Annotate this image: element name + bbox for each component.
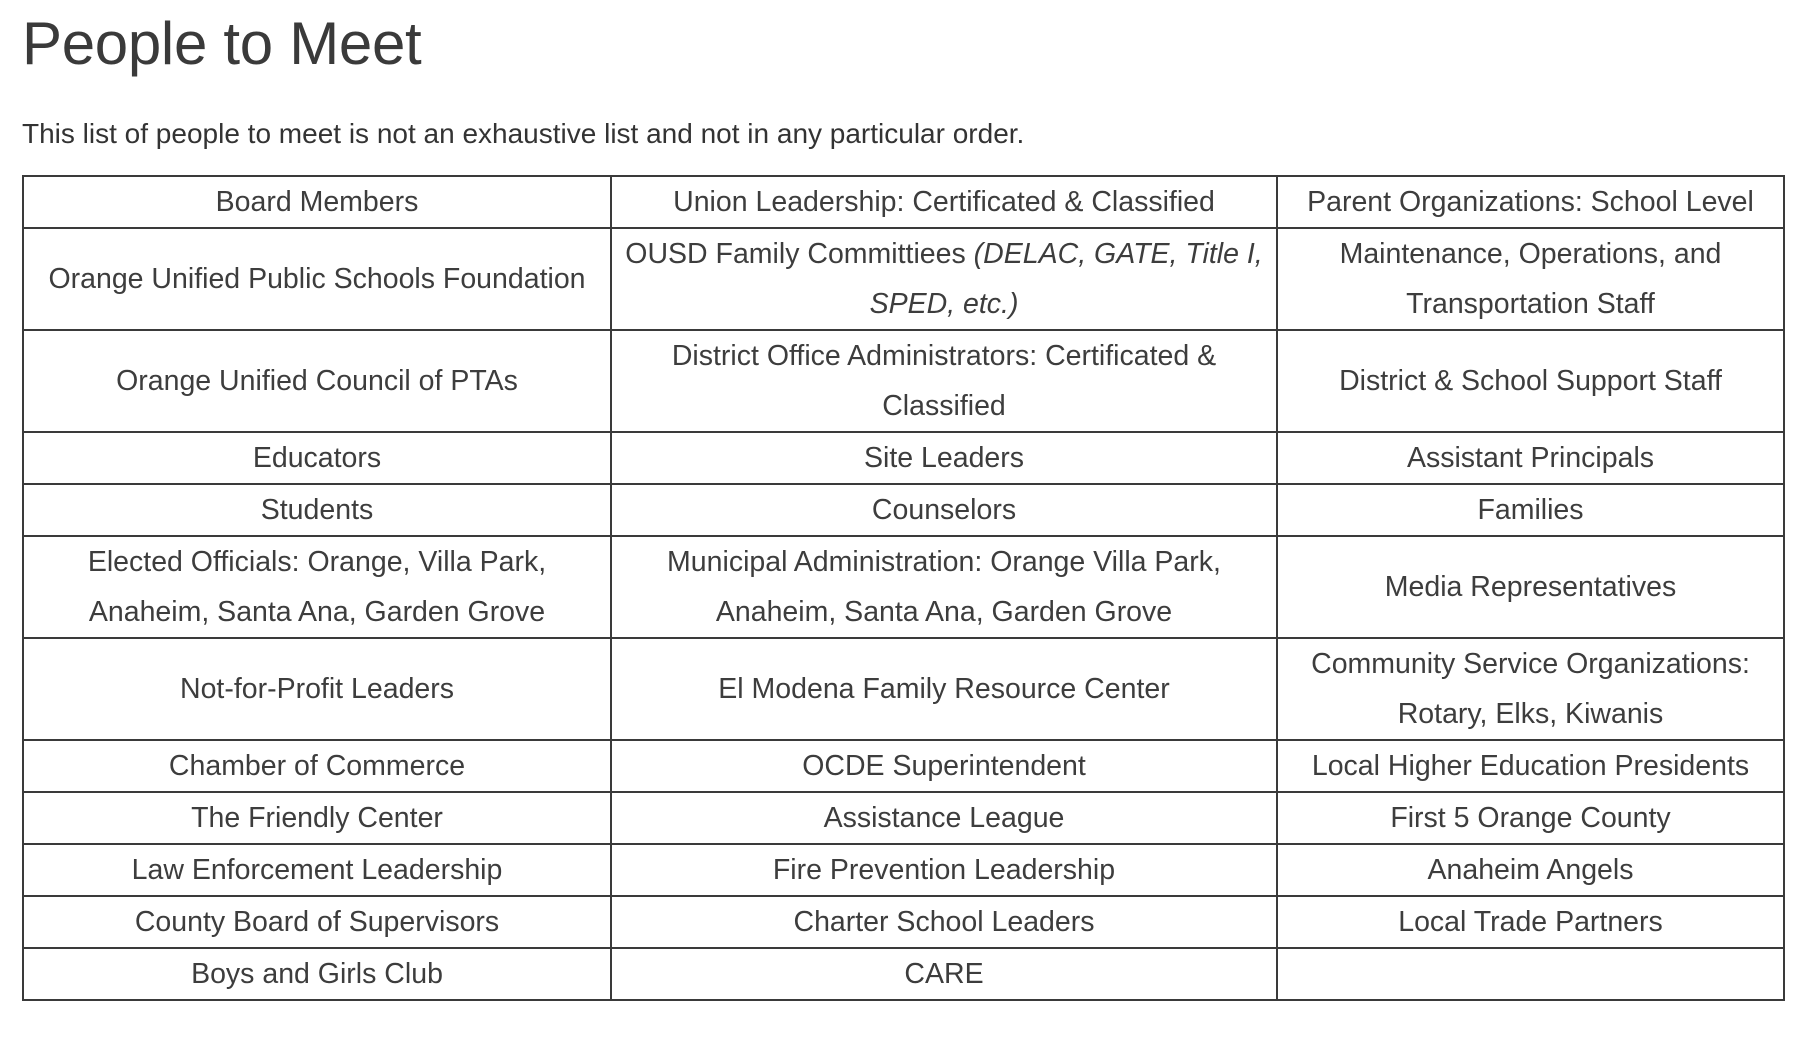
- table-cell: Not-for-Profit Leaders: [23, 638, 611, 740]
- table-cell: Orange Unified Public Schools Foundation: [23, 228, 611, 330]
- table-row: [23, 176, 1784, 228]
- table-cell: Media Representatives: [1277, 536, 1784, 638]
- table-cell: Community Service Organizations: Rotary, Elks, Kiwanis: [1277, 638, 1784, 740]
- table-row: [23, 638, 1784, 740]
- table-row: [23, 896, 1784, 948]
- table-row: [23, 484, 1784, 536]
- table-cell-empty: [1277, 948, 1784, 1000]
- table-cell: [611, 228, 1277, 330]
- people-table: [22, 175, 1785, 1001]
- table-cell: Maintenance, Operations, and Transportation Staff: [1277, 228, 1784, 330]
- table-cell: Fire Prevention Leadership: [611, 844, 1277, 896]
- table-cell: First 5 Orange County: [1277, 792, 1784, 844]
- table-cell: Assistance League: [611, 792, 1277, 844]
- table-cell: Counselors: [611, 484, 1277, 536]
- table-cell: Students: [23, 484, 611, 536]
- page: [22, 0, 1782, 1001]
- table-row: [23, 228, 1784, 330]
- table-cell: Local Higher Education Presidents: [1277, 740, 1784, 792]
- table-cell: County Board of Supervisors: [23, 896, 611, 948]
- table-cell: Elected Officials: Orange, Villa Park, Anaheim, Santa Ana, Garden Grove: [23, 536, 611, 638]
- table-cell: El Modena Family Resource Center: [611, 638, 1277, 740]
- table-cell: Municipal Administration: Orange Villa Park, Anaheim, Santa Ana, Garden Grove: [611, 536, 1277, 638]
- intro-text: This list of people to meet is not an exhaustive list and not in any particular order.: [22, 118, 1025, 149]
- table-row: [23, 432, 1784, 484]
- table-cell: CARE: [611, 948, 1277, 1000]
- table-cell: Charter School Leaders: [611, 896, 1277, 948]
- table-cell: District & School Support Staff: [1277, 330, 1784, 432]
- table-cell: Union Leadership: Certificated & Classified: [611, 176, 1277, 228]
- table-row: [23, 330, 1784, 432]
- table-row: [23, 844, 1784, 896]
- table-cell: Anaheim Angels: [1277, 844, 1784, 896]
- table-cell: OCDE Superintendent: [611, 740, 1277, 792]
- table-cell: The Friendly Center: [23, 792, 611, 844]
- table-row: [23, 740, 1784, 792]
- table-cell: Orange Unified Council of PTAs: [23, 330, 611, 432]
- table-cell: Assistant Principals: [1277, 432, 1784, 484]
- table-cell: Law Enforcement Leadership: [23, 844, 611, 896]
- table-cell: District Office Administrators: Certificated & Classified: [611, 330, 1277, 432]
- table-cell: Site Leaders: [611, 432, 1277, 484]
- cell-italic-note: (DELAC, GATE, Title I, SPED, etc.): [869, 238, 1263, 321]
- table-cell: Boys and Girls Club: [23, 948, 611, 1000]
- table-cell: Board Members: [23, 176, 611, 228]
- table-cell: Local Trade Partners: [1277, 896, 1784, 948]
- table-cell: Families: [1277, 484, 1784, 536]
- table-cell: Educators: [23, 432, 611, 484]
- table-cell: Chamber of Commerce: [23, 740, 611, 792]
- table-row: [23, 792, 1784, 844]
- table-cell: Parent Organizations: School Level: [1277, 176, 1784, 228]
- page-title: People to Meet: [22, 10, 422, 77]
- table-row: [23, 948, 1784, 1000]
- cell-text: OUSD Family Committiees: [625, 238, 966, 271]
- table-row: [23, 536, 1784, 638]
